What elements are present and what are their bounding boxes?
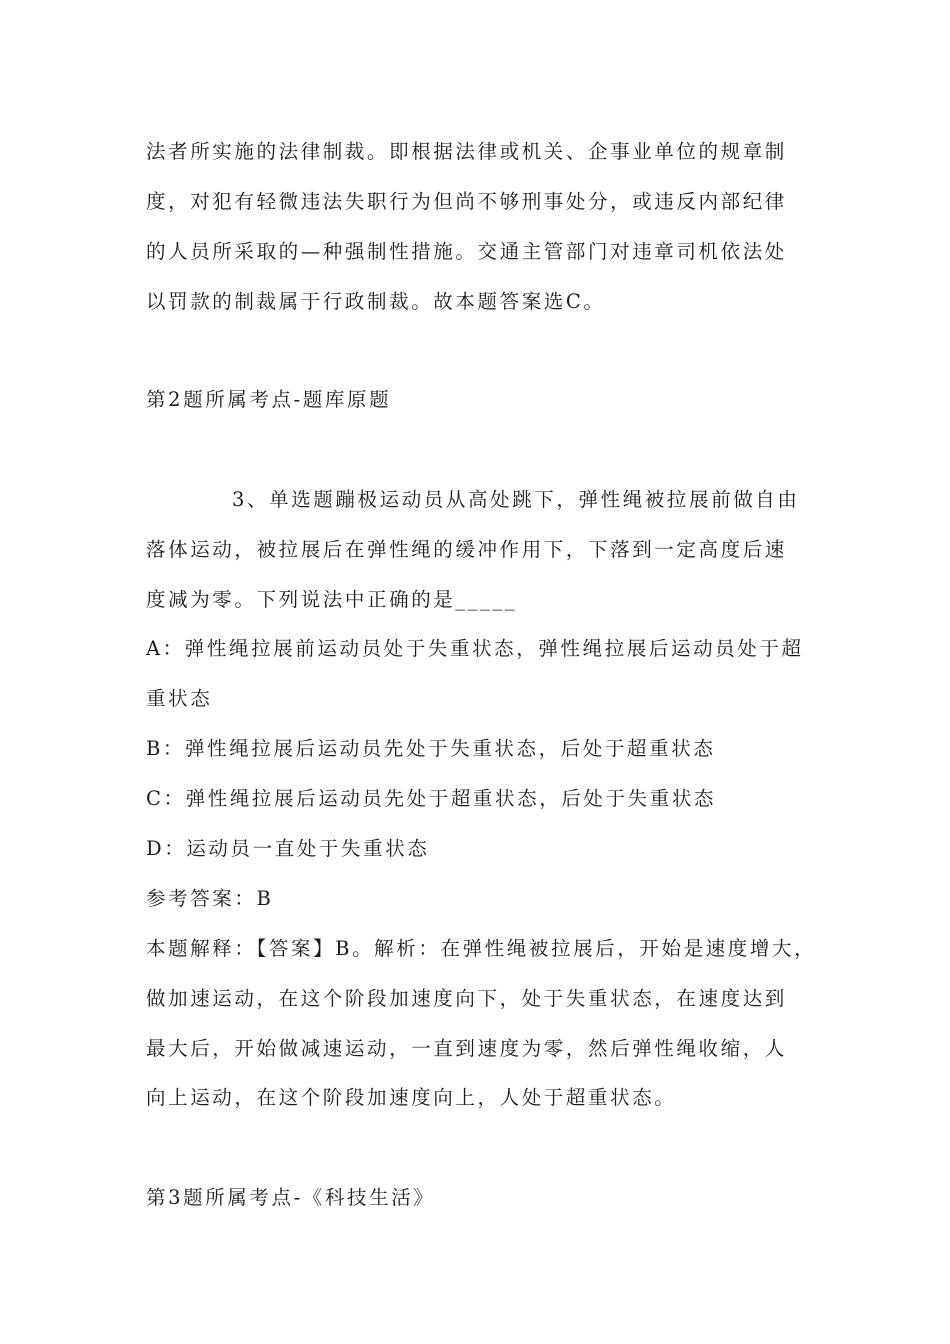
explanation-line-4: 向上运动，在这个阶段加速度向上，人处于超重状态。	[146, 1086, 677, 1109]
prev-explanation-line-3: 的人员所采取的—种强制性措施。交通主管部门对违章司机依法处	[146, 240, 787, 263]
explanation-line-1: 本题解释：【答案】B。解析：在弹性绳被拉展后，开始是速度增大，	[146, 937, 817, 960]
prev-explanation-line-1: 法者所实施的法律制裁。即根据法律或机关、企事业单位的规章制	[146, 140, 787, 163]
option-b: B：弹性绳拉展后运动员先处于失重状态，后处于超重状态	[146, 737, 716, 760]
option-a-line-1: A：弹性绳拉展前运动员处于失重状态，弹性绳拉展后运动员处于超	[146, 637, 804, 660]
option-d: D：运动员一直处于失重状态	[146, 837, 430, 860]
question-3-stem-line-3: 度减为零。下列说法中正确的是_____	[146, 588, 518, 611]
section-3-heading: 第3题所属考点-《科技生活》	[146, 1186, 436, 1209]
explanation-line-2: 做加速运动，在这个阶段加速度向下，处于失重状态，在速度达到	[146, 987, 787, 1010]
section-2-heading: 第2题所属考点-题库原题	[146, 388, 392, 411]
option-c: C：弹性绳拉展后运动员先处于超重状态，后处于失重状态	[146, 787, 717, 810]
prev-explanation-line-2: 度，对犯有轻微违法失职行为但尚不够刑事处分，或违反内部纪律	[146, 190, 787, 213]
reference-answer: 参考答案：B	[146, 887, 274, 910]
question-3-stem-line-2: 落体运动，被拉展后在弹性绳的缓冲作用下，下落到一定高度后速	[146, 538, 787, 561]
explanation-line-3: 最大后，开始做减速运动，一直到速度为零，然后弹性绳收缩，人	[146, 1037, 787, 1060]
prev-explanation-line-4: 以罚款的制裁属于行政制裁。故本题答案选C。	[146, 290, 606, 313]
option-a-line-2: 重状态	[146, 687, 213, 710]
question-3-stem-line-1: 3、单选题蹦极运动员从高处跳下，弹性绳被拉展前做自由	[232, 488, 800, 511]
